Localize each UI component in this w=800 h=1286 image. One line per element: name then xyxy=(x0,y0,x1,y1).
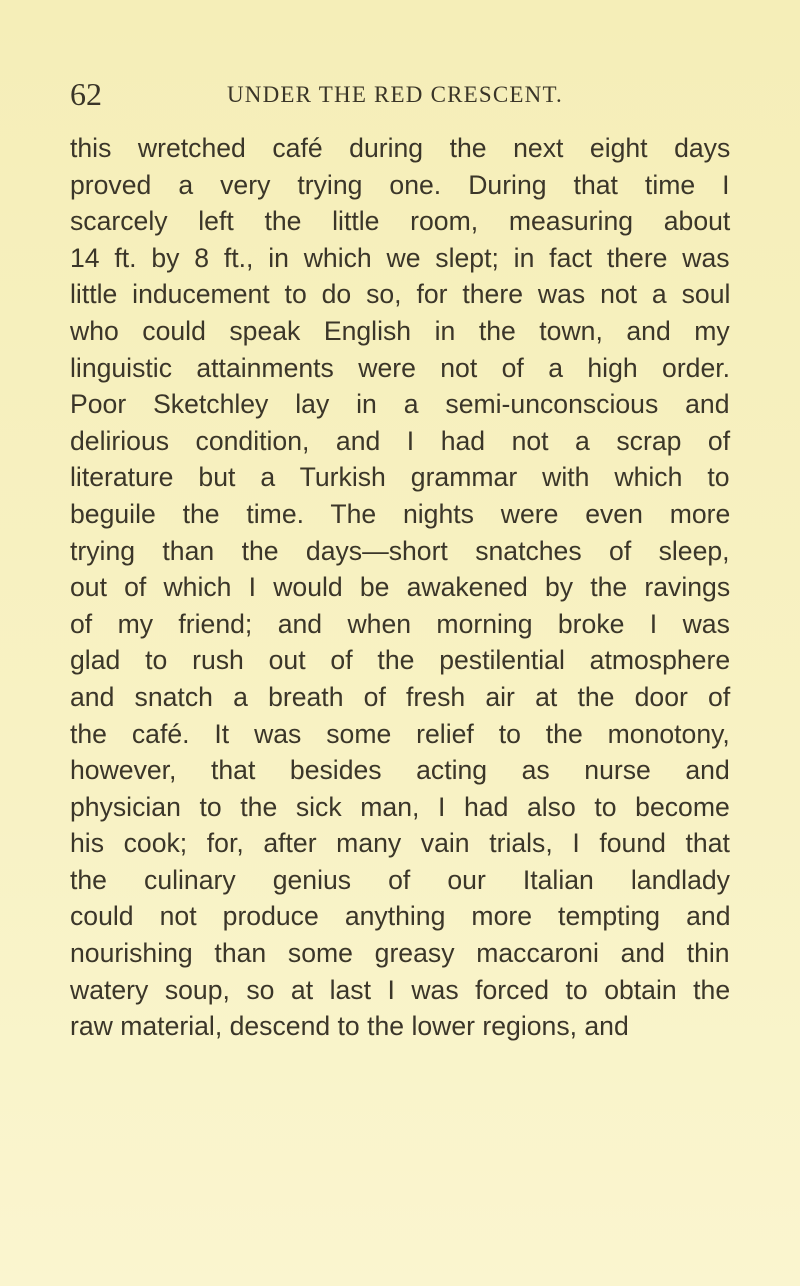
text-line: this wretched café during the next eight days xyxy=(70,133,731,163)
text-line: delirious condition, and I had not a scrap of xyxy=(70,425,731,456)
text-line: his cook; for, after many vain trials, I found that xyxy=(70,828,730,859)
text-line: raw material, descend to the lower regions, and xyxy=(70,1011,629,1042)
text-line: who could speak English in the town, and my xyxy=(70,315,730,346)
text-line: the culinary genius of our Italian landlady xyxy=(70,864,730,895)
text-line: little inducement to do so, for there was not a soul xyxy=(70,279,731,310)
text-line: watery soup, so at last I was forced to obtain the xyxy=(70,974,731,1005)
text-line: proved a very trying one. During that time I xyxy=(70,169,730,200)
text-line: beguile the time. The nights were even more xyxy=(70,498,731,529)
text-line: 14 ft. by 8 ft., in which we slept; in fact there was xyxy=(70,242,730,273)
text-line: nourishing than some greasy maccaroni and thin xyxy=(70,938,730,969)
text-line: literature but a Turkish grammar with which to xyxy=(70,462,730,493)
text-line: could not produce anything more tempting and xyxy=(70,901,731,932)
text-line: Poor Sketchley lay in a semi-unconscious and xyxy=(70,389,730,420)
text-line: out of which I would be awakened by the ravings xyxy=(70,572,731,603)
text-line: the café. It was some relief to the monotony, xyxy=(70,718,730,749)
text-line: and snatch a breath of fresh air at the door of xyxy=(70,681,731,712)
running-title: UNDER THE RED CRESCENT. xyxy=(227,82,563,107)
text-line: of my friend; and when morning broke I was xyxy=(70,608,730,639)
text-line: physician to the sick man, I had also to become xyxy=(70,791,730,822)
text-line: scarcely left the little room, measuring about xyxy=(70,206,731,237)
text-line: however, that besides acting as nurse and xyxy=(70,755,730,786)
body-text xyxy=(70,130,730,1045)
text-line: glad to rush out of the pestilential atmosphere xyxy=(70,645,731,676)
page-number: 62 xyxy=(70,76,102,112)
text-line: linguistic attainments were not of a high order. xyxy=(70,352,731,383)
running-header xyxy=(70,74,730,114)
text-line: trying than the days—short snatches of sleep, xyxy=(70,535,730,566)
